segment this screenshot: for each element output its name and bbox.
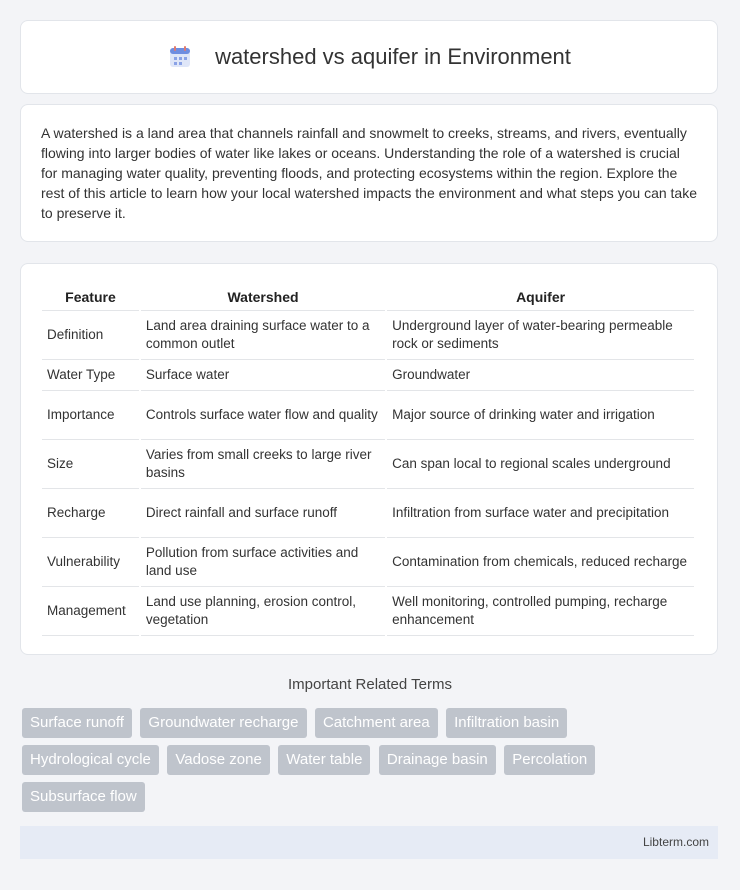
feature-cell: Vulnerability — [42, 538, 139, 587]
related-term-tag[interactable]: Water table — [278, 745, 370, 775]
intro-text: A watershed is a land area that channels rainfall and snowmelt to creeks, streams, and rivers, eventually flowing into larger bodies of water like lakes or oceans. Understanding the role of a watershed is crucial for managing water quality, preventing floods, and protecting ecosystems within the region. Explore the rest of this article to learn how your local watershed impacts the environment and what steps you can take to preserve it. — [41, 125, 698, 221]
related-term-tag[interactable]: Surface runoff — [22, 708, 132, 738]
aquifer-cell: Major source of drinking water and irrigation — [387, 391, 694, 440]
watershed-cell: Land use planning, erosion control, vegetation — [141, 587, 385, 636]
watershed-cell: Land area draining surface water to a common outlet — [141, 311, 385, 360]
title-card — [20, 20, 718, 94]
header-watershed: Watershed — [141, 284, 385, 311]
related-term-tag[interactable]: Infiltration basin — [446, 708, 567, 738]
related-terms-title: Important Related Terms — [288, 676, 452, 693]
related-terms-list — [22, 708, 682, 819]
watershed-cell: Direct rainfall and surface runoff — [141, 489, 385, 538]
header-aquifer: Aquifer — [387, 284, 694, 311]
aquifer-cell: Well monitoring, controlled pumping, recharge enhancement — [387, 587, 694, 636]
watershed-cell: Pollution from surface activities and land use — [141, 538, 385, 587]
calendar-icon — [167, 44, 193, 70]
watershed-cell: Surface water — [141, 360, 385, 391]
related-term-tag[interactable]: Subsurface flow — [22, 782, 145, 812]
feature-cell: Recharge — [42, 489, 139, 538]
table-row — [42, 440, 694, 489]
header-feature: Feature — [42, 284, 139, 311]
related-term-tag[interactable]: Hydrological cycle — [22, 745, 159, 775]
comparison-table — [40, 284, 696, 636]
watershed-cell: Varies from small creeks to large river basins — [141, 440, 385, 489]
aquifer-cell: Can span local to regional scales underground — [387, 440, 694, 489]
related-term-tag[interactable]: Catchment area — [315, 708, 438, 738]
feature-cell: Water Type — [42, 360, 139, 391]
table-row — [42, 311, 694, 360]
intro-card — [20, 104, 718, 242]
related-term-tag[interactable]: Groundwater recharge — [140, 708, 306, 738]
feature-cell: Definition — [42, 311, 139, 360]
watershed-cell: Controls surface water flow and quality — [141, 391, 385, 440]
comparison-table-card — [20, 263, 718, 655]
table-header-row — [42, 284, 694, 311]
feature-cell: Importance — [42, 391, 139, 440]
aquifer-cell: Contamination from chemicals, reduced recharge — [387, 538, 694, 587]
related-term-tag[interactable]: Drainage basin — [379, 745, 496, 775]
table-row — [42, 587, 694, 636]
table-row — [42, 360, 694, 391]
feature-cell: Size — [42, 440, 139, 489]
table-row — [42, 538, 694, 587]
aquifer-cell: Underground layer of water-bearing permeable rock or sediments — [387, 311, 694, 360]
page-title: watershed vs aquifer in Environment — [215, 44, 571, 69]
table-row — [42, 489, 694, 538]
aquifer-cell: Groundwater — [387, 360, 694, 391]
aquifer-cell: Infiltration from surface water and precipitation — [387, 489, 694, 538]
footer-site-link[interactable]: Libterm.com — [642, 835, 709, 849]
table-row — [42, 391, 694, 440]
related-term-tag[interactable]: Percolation — [504, 745, 595, 775]
related-term-tag[interactable]: Vadose zone — [167, 745, 269, 775]
feature-cell: Management — [42, 587, 139, 636]
footer — [20, 826, 718, 859]
